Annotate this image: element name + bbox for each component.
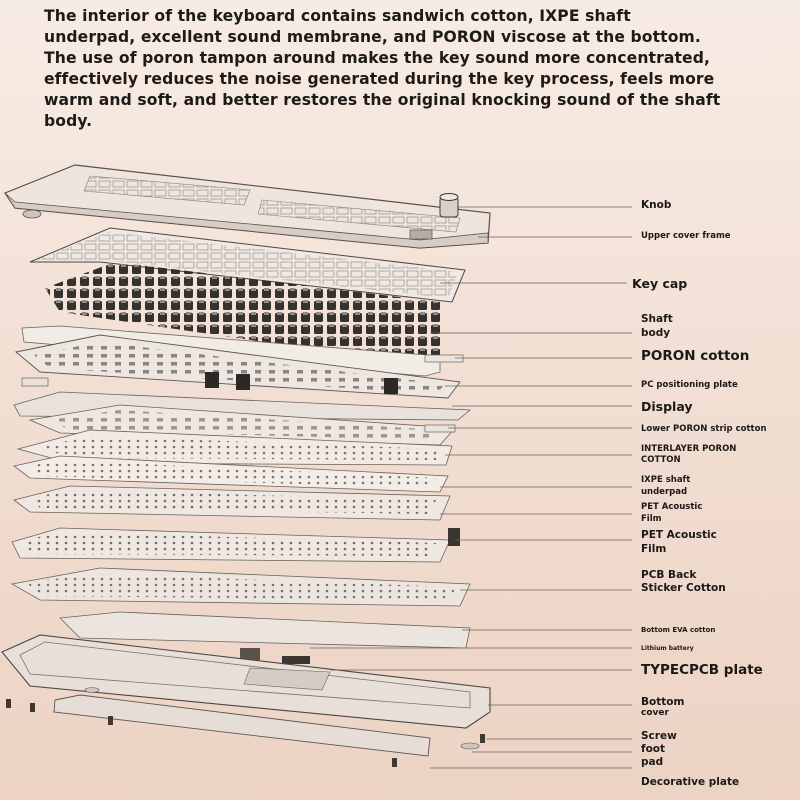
label-lower-poron-strip-cotton: Lower PORON strip cotton [641, 424, 767, 434]
pet-acoustic-film-b-layer [12, 528, 460, 562]
pet-acoustic-film-a-layer [14, 486, 450, 520]
label-ixpe-2: underpad [641, 487, 688, 497]
label-lithium-battery: Lithium battery [641, 645, 694, 652]
label-pc-positioning-plate: PC positioning plate [641, 380, 738, 390]
label-pcb-back-1: PCB Back [641, 569, 697, 581]
label-upper-cover-frame: Upper cover frame [641, 231, 731, 241]
label-foot-pad-1: foot [641, 743, 666, 755]
label-shaft-body-1: Shaft [641, 313, 673, 325]
knob-part [440, 194, 458, 218]
label-pet-acoustic-a-2: Film [641, 514, 662, 524]
label-bottom-cover-2: cover [641, 708, 669, 718]
label-poron-cotton: PORON cotton [641, 348, 750, 364]
upper-cover-frame-layer [5, 165, 490, 248]
label-interlayer-poron-2: COTTON [641, 455, 681, 465]
label-display: Display [641, 399, 693, 414]
label-shaft-body-2: body [641, 327, 671, 339]
label-typec-pcb: TYPECPCB plate [641, 662, 763, 678]
label-knob: Knob [641, 199, 672, 211]
bottom-eva-layer [60, 612, 470, 648]
label-decorative-plate: Decorative plate [641, 776, 740, 788]
label-pet-acoustic-b-1: PET Acoustic [641, 529, 717, 541]
label-key-cap: Key cap [632, 276, 688, 291]
label-interlayer-poron-1: INTERLAYER PORON [641, 444, 737, 454]
intro-paragraph: The interior of the keyboard contains sandwich cotton, IXPE shaft underpad, excellent sound membrane, and PORON viscose at the bottom. The use of poron tampon around makes the key sound more concentrated, effectively reduces the noise generated during the key process, feels more warm and soft, and better restores the original knocking sound of the shaft body. [44, 7, 721, 130]
label-bottom-cover-1: Bottom [641, 696, 685, 708]
label-pet-acoustic-b-2: Film [641, 543, 667, 555]
label-pcb-back-2: Sticker Cotton [641, 582, 726, 594]
label-bottom-eva: Bottom EVA cotton [641, 626, 716, 634]
label-foot-pad-2: pad [641, 756, 664, 768]
label-pet-acoustic-a-1: PET Acoustic [641, 502, 703, 512]
pcb-back-sticker-layer [12, 568, 470, 606]
label-screw: Screw [641, 730, 677, 742]
label-ixpe-1: IXPE shaft [641, 475, 691, 485]
